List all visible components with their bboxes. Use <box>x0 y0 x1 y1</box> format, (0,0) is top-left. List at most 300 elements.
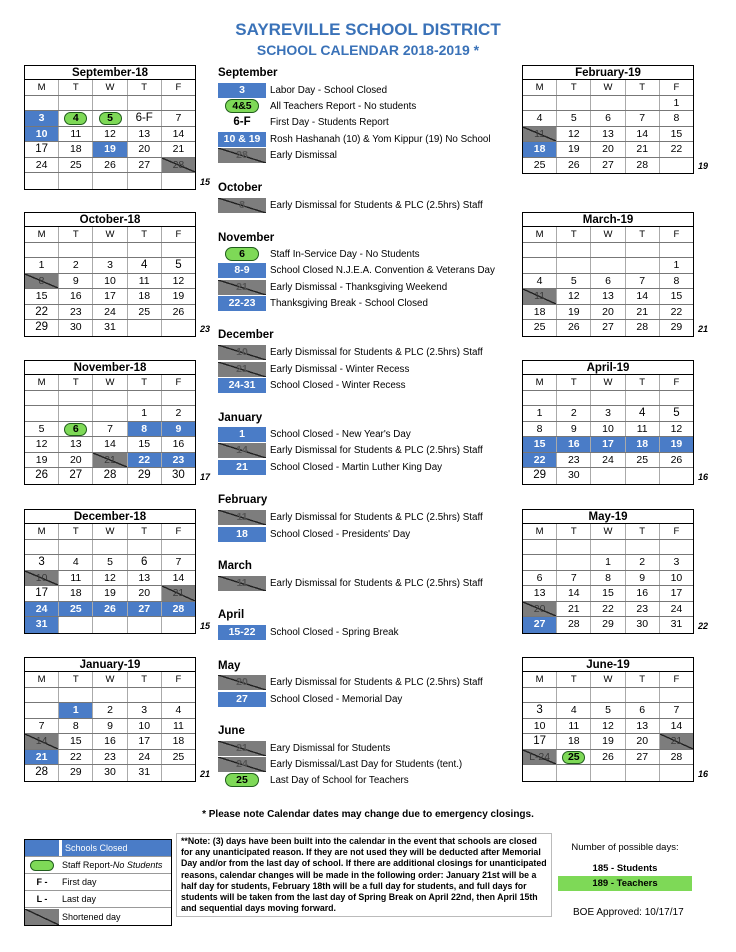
empty-cell <box>591 765 625 781</box>
day-cell: 8 <box>59 719 93 734</box>
day-cell: 25 <box>626 453 660 468</box>
event-date-tag: 20 <box>218 675 266 690</box>
day-cell: 28 <box>626 320 660 336</box>
week-row <box>523 111 693 127</box>
weekday-label: T <box>626 524 660 539</box>
weekday-label: W <box>93 227 127 242</box>
week-row <box>25 243 195 259</box>
calendar-event <box>218 115 389 130</box>
day-cell: 26 <box>557 320 591 336</box>
empty-cell <box>626 96 660 111</box>
empty-cell <box>523 243 557 258</box>
weekday-header <box>25 524 195 540</box>
week-row <box>523 243 693 259</box>
weekday-label: T <box>128 227 162 242</box>
legend-staff <box>25 857 171 874</box>
empty-cell <box>557 258 591 273</box>
day-cell: 27 <box>523 617 557 633</box>
day-count: 17 <box>200 472 211 482</box>
month-heading: November <box>218 232 275 244</box>
month-calendar <box>522 212 694 337</box>
week-row <box>523 274 693 290</box>
week-row <box>523 765 693 781</box>
event-description: School Closed - Winter Recess <box>270 380 406 391</box>
event-description: Early Dismissal for Students & PLC (2.5hrs) Staff <box>270 578 483 589</box>
event-date-tag: 25 <box>218 773 266 788</box>
day-cell: 7 <box>626 111 660 126</box>
day-cell: 17 <box>128 734 162 749</box>
calendar-month-title: November-18 <box>25 361 195 375</box>
day-cell: 6 <box>128 555 162 570</box>
event-description: Early Dismissal - Winter Recess <box>270 364 410 375</box>
empty-cell <box>93 617 127 633</box>
month-calendar <box>522 509 694 634</box>
day-cell: 5 <box>591 703 625 718</box>
day-cell: 17 <box>523 734 557 749</box>
day-cell: 17 <box>25 142 59 157</box>
day-cell: 6-F <box>128 111 162 126</box>
day-cell: 11 <box>626 422 660 437</box>
day-cell: 1 <box>523 406 557 421</box>
day-cell: 15 <box>25 289 59 304</box>
day-cell: 20 <box>626 734 660 749</box>
day-cell: 10 <box>128 719 162 734</box>
event-description: Thanksgiving Break - School Closed <box>270 298 428 309</box>
day-cell: 29 <box>128 468 162 484</box>
empty-cell <box>523 96 557 111</box>
day-cell: 13 <box>626 719 660 734</box>
week-row <box>523 258 693 274</box>
day-cell: 11 <box>59 127 93 142</box>
calendar-event <box>218 460 442 475</box>
day-cell: 18 <box>59 586 93 601</box>
empty-cell <box>523 555 557 570</box>
week-row <box>523 96 693 112</box>
event-date-tag: 3 <box>218 83 266 98</box>
calendar-event <box>218 443 483 458</box>
week-row <box>25 406 195 422</box>
day-cell: 31 <box>670 618 683 630</box>
day-cell: 7 <box>626 274 660 289</box>
day-cell: 19 <box>591 734 625 749</box>
day-cell: 10 <box>591 422 625 437</box>
day-cell: 19 <box>93 586 127 601</box>
event-description: Rosh Hashanah (10) & Yom Kippur (19) No School <box>270 134 491 145</box>
empty-cell <box>128 173 162 189</box>
day-cell: 13 <box>591 289 625 304</box>
empty-cell <box>660 391 693 406</box>
day-cell: 8 <box>523 422 557 437</box>
empty-cell <box>626 765 660 781</box>
month-heading: September <box>218 67 278 79</box>
day-cell: 10 <box>25 571 59 586</box>
weekday-header <box>25 672 195 688</box>
day-cell: L-24 <box>523 750 557 765</box>
closed-swatch <box>25 840 59 856</box>
empty-cell <box>591 468 625 484</box>
day-cell: 10 <box>25 127 59 142</box>
day-cell: 18 <box>128 289 162 304</box>
day-cell: 24 <box>25 602 59 617</box>
day-cell: 2 <box>175 407 182 419</box>
day-cell: 7 <box>25 719 59 734</box>
day-cell: 9 <box>557 422 591 437</box>
empty-cell <box>128 617 162 633</box>
day-cell: 12 <box>93 127 127 142</box>
calendar-event <box>218 741 390 756</box>
day-cell: 1 <box>673 96 680 109</box>
day-cell: 23 <box>59 305 93 320</box>
day-cell: 18 <box>557 734 591 749</box>
day-cell: 3 <box>128 703 162 718</box>
week-row <box>523 289 693 305</box>
empty-cell <box>162 540 195 555</box>
day-cell: 12 <box>557 127 591 142</box>
weekday-header <box>25 80 195 96</box>
event-description: Early Dismissal for Students & PLC (2.5hrs) Staff <box>270 445 483 456</box>
weekday-label: T <box>557 80 591 95</box>
day-cell: 15 <box>670 290 683 302</box>
calendar-event <box>218 362 409 377</box>
weekday-header <box>523 80 693 96</box>
day-cell: 1 <box>673 259 680 271</box>
empty-cell <box>93 688 127 703</box>
event-description: School Closed - Martin Luther King Day <box>270 462 443 473</box>
day-cell: 15 <box>591 586 625 601</box>
calendar-event <box>218 280 447 295</box>
day-count: 16 <box>698 769 709 779</box>
week-row <box>25 320 195 336</box>
empty-cell <box>59 617 93 633</box>
weekday-label: T <box>626 375 660 390</box>
day-cell: 20 <box>128 142 162 157</box>
event-description: School Closed - Memorial Day <box>270 694 403 705</box>
empty-cell <box>128 688 162 703</box>
boe-approved: BOE Approved: 10/17/17 <box>573 907 684 918</box>
empty-cell <box>25 406 59 421</box>
empty-cell <box>591 688 625 703</box>
day-cell: 18 <box>523 305 557 320</box>
day-cell: 15 <box>128 437 162 452</box>
weekday-label: T <box>557 227 591 242</box>
empty-cell <box>93 243 127 258</box>
week-row <box>25 719 195 735</box>
weekday-header <box>25 227 195 243</box>
day-cell: 7 <box>175 556 182 568</box>
day-cell: 2 <box>557 406 591 421</box>
calendar-event <box>218 148 337 163</box>
last-day-symbol: L - <box>36 894 48 904</box>
day-cell: 5 <box>673 407 680 419</box>
week-row <box>523 422 693 438</box>
empty-cell <box>162 765 195 781</box>
day-cell: 31 <box>93 320 127 336</box>
month-heading: April <box>218 609 245 621</box>
week-row <box>523 719 693 735</box>
day-cell: 4 <box>59 111 93 126</box>
weekday-label: T <box>59 524 93 539</box>
calendar-month-title: May-19 <box>523 510 693 524</box>
month-heading: January <box>218 412 263 424</box>
day-cell: 5 <box>93 555 127 570</box>
day-cell: 7 <box>673 704 680 716</box>
day-cell: 7 <box>175 112 182 124</box>
day-cell: 21 <box>660 734 693 749</box>
weekday-label: W <box>591 524 625 539</box>
empty-cell <box>93 173 127 189</box>
day-cell: 25 <box>172 750 185 763</box>
day-cell: 14 <box>626 127 660 142</box>
month-calendar <box>24 360 196 485</box>
day-cell: 15 <box>670 127 683 140</box>
calendar-event <box>218 427 411 442</box>
week-row <box>25 586 195 602</box>
day-cell: 7 <box>93 422 127 437</box>
weekday-label: F <box>175 377 182 388</box>
event-date-tag: 1 <box>218 427 266 442</box>
weekday-label: F <box>175 229 182 240</box>
week-row <box>25 391 195 407</box>
month-heading: October <box>218 182 263 194</box>
event-description: School Closed - New Year's Day <box>270 429 411 440</box>
empty-cell <box>25 243 59 258</box>
day-cell: 10 <box>670 571 683 584</box>
empty-cell <box>557 96 591 111</box>
day-cell: 30 <box>59 320 93 336</box>
empty-cell <box>591 540 625 555</box>
week-row <box>25 617 195 633</box>
empty-cell <box>626 243 660 258</box>
day-cell: 19 <box>172 290 185 302</box>
empty-cell <box>59 391 93 406</box>
legend-closed-label: Schools Closed <box>62 840 171 856</box>
weekday-label: M <box>523 80 557 95</box>
week-row <box>523 453 693 469</box>
empty-cell <box>59 540 93 555</box>
weekday-label: T <box>59 227 93 242</box>
day-cell: 24 <box>670 602 683 615</box>
empty-cell <box>128 320 162 336</box>
day-cell: 19 <box>557 305 591 320</box>
empty-cell <box>660 540 693 555</box>
weekday-header <box>523 672 693 688</box>
days-label: Number of possible days: <box>571 842 679 853</box>
week-row <box>523 586 693 602</box>
month-calendar <box>522 360 694 485</box>
weekday-label: M <box>523 524 557 539</box>
day-cell: 22 <box>128 453 162 468</box>
weekday-label: W <box>591 375 625 390</box>
day-cell: 20 <box>523 602 557 617</box>
week-row <box>25 274 195 290</box>
month-calendar <box>522 657 694 782</box>
calendar-event <box>218 378 406 393</box>
empty-cell <box>25 688 59 703</box>
empty-cell <box>523 258 557 273</box>
day-cell: 25 <box>128 305 162 320</box>
day-cell: 19 <box>25 453 59 468</box>
event-description: School Closed N.J.E.A. Convention & Veterans Day <box>270 265 495 276</box>
day-cell: 20 <box>59 453 93 468</box>
weekday-header <box>25 375 195 391</box>
month-heading: May <box>218 660 241 672</box>
day-cell: 4 <box>523 111 557 126</box>
empty-cell <box>93 406 127 421</box>
day-cell: 14 <box>557 586 591 601</box>
day-cell: 28 <box>93 468 127 484</box>
day-cell: 6 <box>591 111 625 126</box>
week-row <box>523 734 693 750</box>
week-row <box>523 320 693 336</box>
week-row <box>25 422 195 438</box>
week-row <box>523 703 693 719</box>
day-cell: 20 <box>128 586 162 601</box>
calendar-event <box>218 247 420 262</box>
closure-note: **Note: (3) days have been built into the calendar in the event that schools are closed for any unanticipated reason. If they are not used they will be deducted after Memorial Day and/or from the last day of school. If there are additional closings for unanticipated reasons, calendar changes will be made in the following order: January 21st will be a half day for students, February 18th will be a full day for students, and full days for students will be taken from the last day of Spring Break on April 22nd, then April 15th and sequential days moving forward. <box>176 833 552 917</box>
event-date-tag: 6-F <box>218 115 266 130</box>
weekday-label: T <box>557 375 591 390</box>
day-cell: 14 <box>626 289 660 304</box>
day-count: 15 <box>200 177 211 187</box>
day-cell: 25 <box>557 750 591 765</box>
weekday-label: T <box>626 80 660 95</box>
staff-swatch <box>25 857 59 873</box>
empty-cell <box>557 688 591 703</box>
legend-shortened-label: Shortened day <box>62 911 121 922</box>
day-cell: 29 <box>523 468 557 484</box>
event-date-tag: 6 <box>218 247 266 262</box>
empty-cell <box>626 688 660 703</box>
day-cell: 16 <box>59 289 93 304</box>
day-cell: 28 <box>162 158 195 173</box>
day-cell: 4 <box>59 555 93 570</box>
empty-cell <box>660 688 693 703</box>
empty-cell <box>557 555 591 570</box>
calendar-month-title: December-18 <box>25 510 195 524</box>
weekday-label: F <box>673 82 680 93</box>
empty-cell <box>128 540 162 555</box>
empty-cell <box>59 96 93 111</box>
day-cell: 27 <box>591 320 625 336</box>
calendar-month-title: September-18 <box>25 66 195 80</box>
day-cell: 23 <box>162 453 195 468</box>
weekday-label: W <box>591 80 625 95</box>
week-row <box>25 703 195 719</box>
event-description: Early Dismissal for Students & PLC (2.5hrs) Staff <box>270 512 483 523</box>
month-heading: December <box>218 329 274 341</box>
day-cell: 11 <box>59 571 93 586</box>
weekday-label: W <box>93 524 127 539</box>
day-cell: 30 <box>557 468 591 484</box>
weekday-label: F <box>673 674 680 685</box>
day-cell: 10 <box>523 719 557 734</box>
day-cell: 22 <box>591 602 625 617</box>
day-cell: 21 <box>93 453 127 468</box>
legend-first-label: First day <box>62 877 97 887</box>
event-description: First Day - Students Report <box>270 117 389 128</box>
day-cell: 21 <box>557 602 591 617</box>
day-cell: 24 <box>591 453 625 468</box>
day-cell: 19 <box>660 437 693 452</box>
calendar-event <box>218 757 462 772</box>
weekday-label: T <box>59 375 93 390</box>
day-cell: 21 <box>162 586 195 601</box>
day-cell: 15 <box>59 734 93 749</box>
student-days: 185 - Students <box>592 863 658 874</box>
empty-cell <box>128 96 162 111</box>
legend-first <box>25 874 171 891</box>
day-cell: 5 <box>25 422 59 437</box>
weekday-label: F <box>673 526 680 537</box>
day-cell: 6 <box>626 703 660 718</box>
day-cell: 11 <box>523 127 557 142</box>
day-cell: 21 <box>626 142 660 157</box>
day-cell: 27 <box>128 158 162 173</box>
empty-cell <box>591 96 625 111</box>
empty-cell <box>93 391 127 406</box>
calendar-event <box>218 132 491 147</box>
day-cell: 18 <box>59 142 93 157</box>
day-cell: 11 <box>172 719 184 732</box>
month-heading: June <box>218 725 245 737</box>
day-cell: 23 <box>557 453 591 468</box>
empty-cell <box>25 540 59 555</box>
day-cell: 24 <box>93 305 127 320</box>
day-cell: 13 <box>128 571 162 586</box>
calendar-month-title: April-19 <box>523 361 693 375</box>
week-row <box>25 453 195 469</box>
first-day-symbol: F - <box>36 877 48 887</box>
week-row <box>523 617 693 633</box>
event-description: Early Dismissal - Thanksgiving Weekend <box>270 282 448 293</box>
weekday-label: M <box>523 672 557 687</box>
day-cell: 22 <box>670 143 683 155</box>
day-cell: 15 <box>523 437 557 452</box>
day-cell: 28 <box>162 602 195 617</box>
weekday-label: W <box>591 672 625 687</box>
day-cell: 8 <box>128 422 162 437</box>
legend-last <box>25 891 171 908</box>
empty-cell <box>128 243 162 258</box>
calendar-event <box>218 675 483 690</box>
week-row <box>25 173 195 189</box>
calendar-event <box>218 527 410 542</box>
day-cell: 5 <box>557 111 591 126</box>
day-cell: 26 <box>557 158 591 174</box>
days-summary <box>558 842 692 891</box>
day-cell: 28 <box>25 765 59 781</box>
week-row <box>523 602 693 618</box>
week-row <box>25 688 195 704</box>
day-cell: 11 <box>557 719 591 734</box>
event-date-tag: 10 & 19 <box>218 132 266 147</box>
week-row <box>25 555 195 571</box>
event-description: All Teachers Report - No students <box>270 101 417 112</box>
teacher-days: 189 - Teachers <box>558 876 692 891</box>
empty-cell <box>93 96 127 111</box>
day-cell: 3 <box>523 703 557 718</box>
day-cell: 14 <box>172 127 185 140</box>
day-cell: 24 <box>25 158 59 173</box>
empty-cell <box>626 468 660 484</box>
week-row <box>25 540 195 556</box>
event-date-tag: 10 <box>218 345 266 360</box>
day-count: 15 <box>200 621 211 631</box>
event-description: Last Day of School for Teachers <box>270 775 409 786</box>
day-cell: 4 <box>557 703 591 718</box>
event-date-tag: 8-9 <box>218 263 266 278</box>
weekday-label: T <box>59 672 93 687</box>
